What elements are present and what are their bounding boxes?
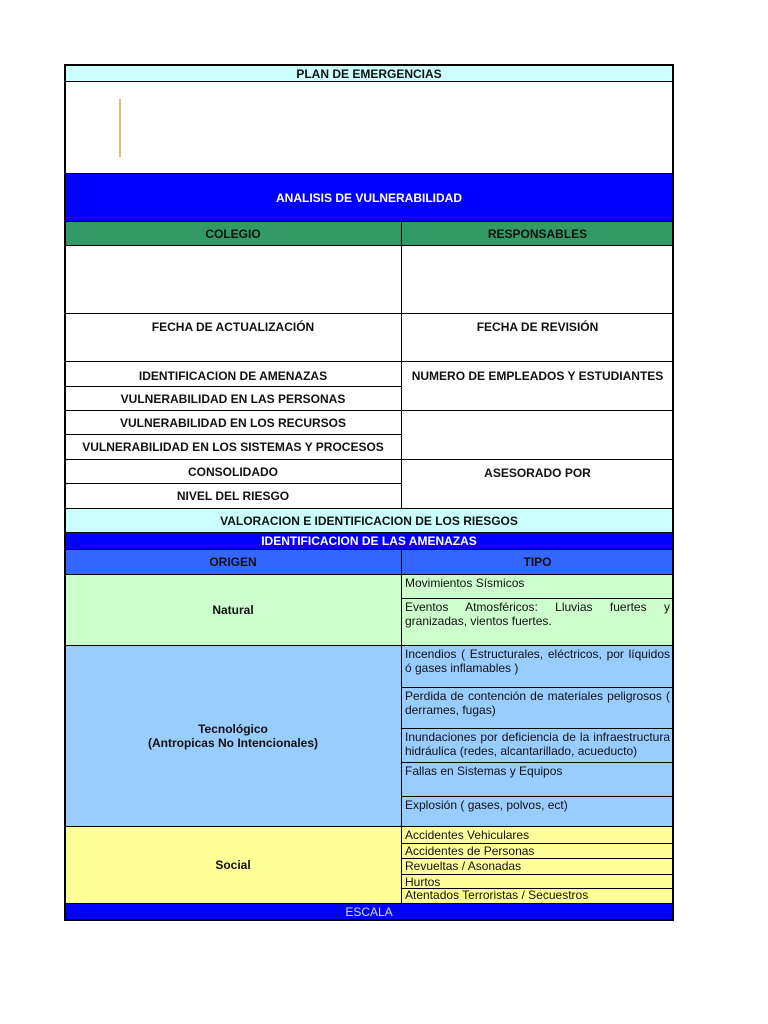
- tipo-item: Incendios ( Estructurales, eléctricos, por líquidos ó gases inflamables ): [401, 645, 674, 688]
- left-item: NIVEL DEL RIESGO: [64, 483, 402, 509]
- left-item: IDENTIFICACION DE AMENAZAS: [64, 361, 402, 387]
- escala-bar: ESCALA: [64, 903, 674, 921]
- fecha-revision: FECHA DE REVISIÓN: [401, 313, 674, 362]
- colegio-value[interactable]: [64, 245, 402, 314]
- tipo-item: Fallas en Sistemas y Equipos: [401, 762, 674, 797]
- tipo-item: Inundaciones por deficiencia de la infraestructura hidráulica (redes, alcantarillado, acueducto): [401, 728, 674, 763]
- colegio-header: COLEGIO: [64, 221, 402, 246]
- left-item: VULNERABILIDAD EN LOS RECURSOS: [64, 410, 402, 435]
- origen-tecnologico: [64, 645, 402, 827]
- tipo-item: Hurtos: [401, 874, 674, 889]
- tipo-item: Movimientos Sísmicos: [401, 574, 674, 599]
- responsables-header: RESPONSABLES: [401, 221, 674, 246]
- left-item: VULNERABILIDAD EN LAS PERSONAS: [64, 386, 402, 411]
- logo-area: [64, 81, 674, 174]
- left-item: VULNERABILIDAD EN LOS SISTEMAS Y PROCESOS: [64, 434, 402, 460]
- tecnologico-label: Tecnológico: [198, 722, 268, 736]
- tipo-item: Revueltas / Asonadas: [401, 858, 674, 875]
- tipo-item: Explosión ( gases, polvos, ect): [401, 796, 674, 827]
- logo-image: [119, 99, 121, 157]
- asesorado-por: ASESORADO POR: [401, 459, 674, 509]
- numero-empleados: NUMERO DE EMPLEADOS Y ESTUDIANTES: [401, 361, 674, 411]
- identificacion-title: IDENTIFICACION DE LAS AMENAZAS: [64, 532, 674, 550]
- numero-empleados-value[interactable]: [401, 410, 674, 460]
- origen-header: ORIGEN: [64, 549, 402, 575]
- tipo-header: TIPO: [401, 549, 674, 575]
- valoracion-title: VALORACION E IDENTIFICACION DE LOS RIESGOS: [64, 508, 674, 533]
- left-item: CONSOLIDADO: [64, 459, 402, 484]
- fecha-actualizacion: FECHA DE ACTUALIZACIÓN: [64, 313, 402, 362]
- responsables-value[interactable]: [401, 245, 674, 314]
- tipo-item: Perdida de contención de materiales peligrosos ( derrames, fugas): [401, 687, 674, 729]
- section-title: ANALISIS DE VULNERABILIDAD: [64, 173, 674, 222]
- plan-title: PLAN DE EMERGENCIAS: [64, 65, 674, 82]
- origen-natural: Natural: [64, 574, 402, 646]
- tipo-item: Atentados Terroristas / Secuestros: [401, 888, 674, 904]
- tipo-item: Eventos Atmosféricos: Lluvias fuertes y granizadas, vientos fuertes.: [401, 598, 674, 646]
- tecnologico-sublabel: (Antropicas No Intencionales): [147, 736, 319, 750]
- origen-social: Social: [64, 826, 402, 904]
- tipo-item: Accidentes Vehiculares: [401, 826, 674, 844]
- tipo-item: Accidentes de Personas: [401, 843, 674, 859]
